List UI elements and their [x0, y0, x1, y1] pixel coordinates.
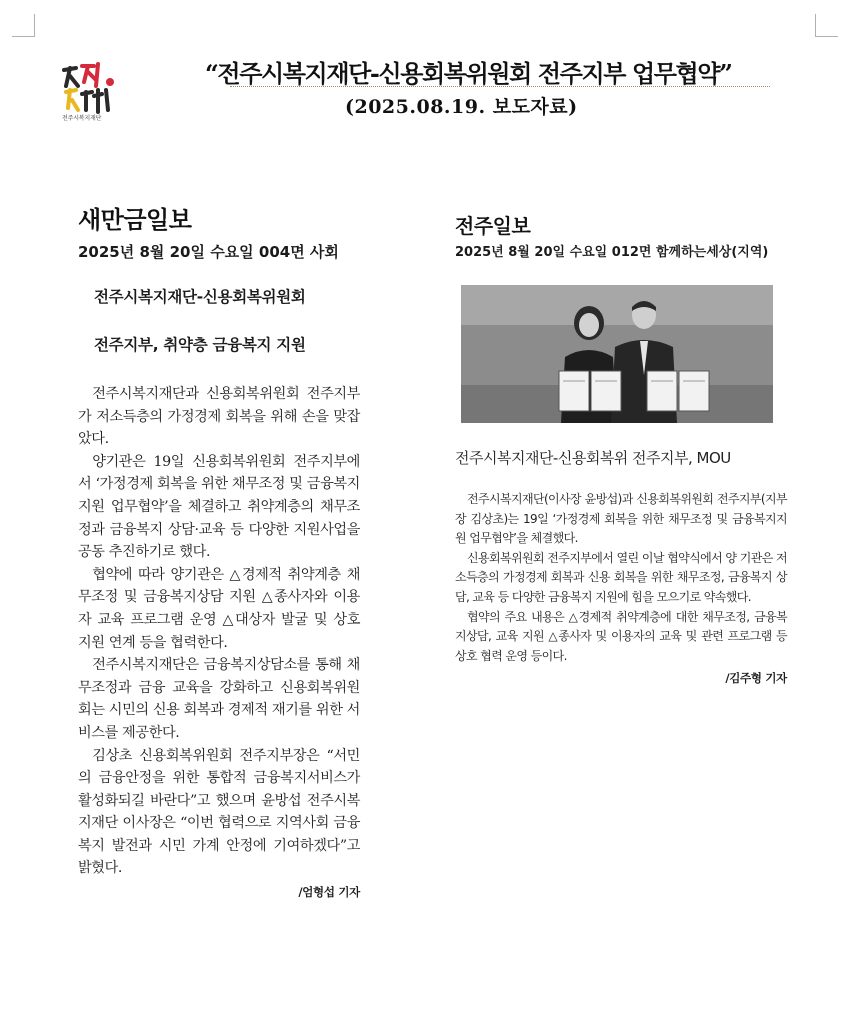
photo-caption: 전주시복지재단-신용회복위 전주지부, MOU [455, 449, 731, 467]
article-paragraph: 전주시복지재단(이사장 윤방섭)과 신용회복위원회 전주지부(지부장 김상초)는 19일 ‘가정경제 회복을 위한 채무조정 및 금융복지지원 업무협약’을 체결했다. [455, 492, 787, 546]
article-paragraph: 신용회복위원회 전주지부에서 열린 이날 협약식에서 양 기관은 저소득층의 가정경제 회복과 신용 회복을 위한 채무조정, 금융복지 상담, 교육 등 다양한 금융복지 지원에 힘을 모으기로 약속했다. [455, 550, 787, 604]
reporter-byline: /김주형 기자 [725, 671, 787, 686]
crop-mark-top-right [815, 14, 838, 37]
crop-mark-top-left [12, 14, 35, 37]
article-body [455, 490, 787, 666]
press-release-date: (2025.08.19. 보도자료) [345, 96, 578, 118]
headline-underline [230, 86, 770, 87]
article-paragraph: 전주시복지재단과 신용회복위원회 전주지부가 저소득층의 가정경제 회복을 위해 손을 맞잡았다. [78, 386, 360, 448]
logo-caption: 전주시복지재단 [62, 115, 102, 122]
left-article [78, 200, 360, 900]
right-article [455, 210, 787, 686]
edition-info: 2025년 8월 20일 수요일 012면 함께하는세상(지역) [455, 245, 769, 260]
newspaper-name: 새만금일보 [78, 206, 192, 234]
article-paragraph: 협약의 주요 내용은 △경제적 취약계층에 대한 채무조정, 금융복지상담, 교육 지원 △종사자 및 이용자의 교육 및 관련 프로그램 등 상호 협력 운영 등이다. [455, 609, 787, 663]
article-title-line-1: 전주시복지재단-신용회복위원회 [94, 288, 306, 306]
article-paragraph: 전주시복지재단은 금융복지상담소를 통해 채무조정과 금융 교육을 강화하고 신용회복위원회는 시민의 신용 회복과 경제적 재기를 위한 서비스를 제공한다. [78, 657, 360, 741]
article-paragraph: 협약에 따라 양기관은 △경제적 취약계층 채무조정 및 금융복지상담 지원 △종사자와 이용자 교육 프로그램 운영 △대상자 발굴 및 상호 지원 연계 등을 협력한다. [78, 566, 360, 651]
article-body [78, 383, 360, 880]
page-headline: “전주시복지재단-신용회복위원회 전주지부 업무협약” [205, 59, 732, 88]
article-paragraph: 양기관은 19일 신용회복위원회 전주지부에서 ‘가정경제 회복을 위한 채무조정 및 금융복지지원 업무협약’을 체결하고 취약계층의 채무조정과 금융복지 상담·교육 등 다양한 지원사업을 공동 추진하기로 했다. [78, 453, 360, 561]
reporter-byline: /엄형섭 기자 [298, 885, 360, 900]
mou-signing-photo [461, 285, 773, 423]
edition-info: 2025년 8월 20일 수요일 004면 사회 [78, 243, 339, 261]
article-title-line-2: 전주지부, 취약층 금융복지 지원 [94, 336, 306, 354]
newspaper-name: 전주일보 [455, 214, 531, 238]
article-paragraph: 김상초 신용회복위원회 전주지부장은 “서민의 금융안정을 위한 통합적 금융복지서비스가 활성화되길 바란다”고 했으며 윤방섭 전주시복지재단 이사장은 “이번 협력으로 지역사회 금융복지 발전과 시민 가계 안정에 기여하겠다”고 밝혔다. [78, 747, 360, 877]
